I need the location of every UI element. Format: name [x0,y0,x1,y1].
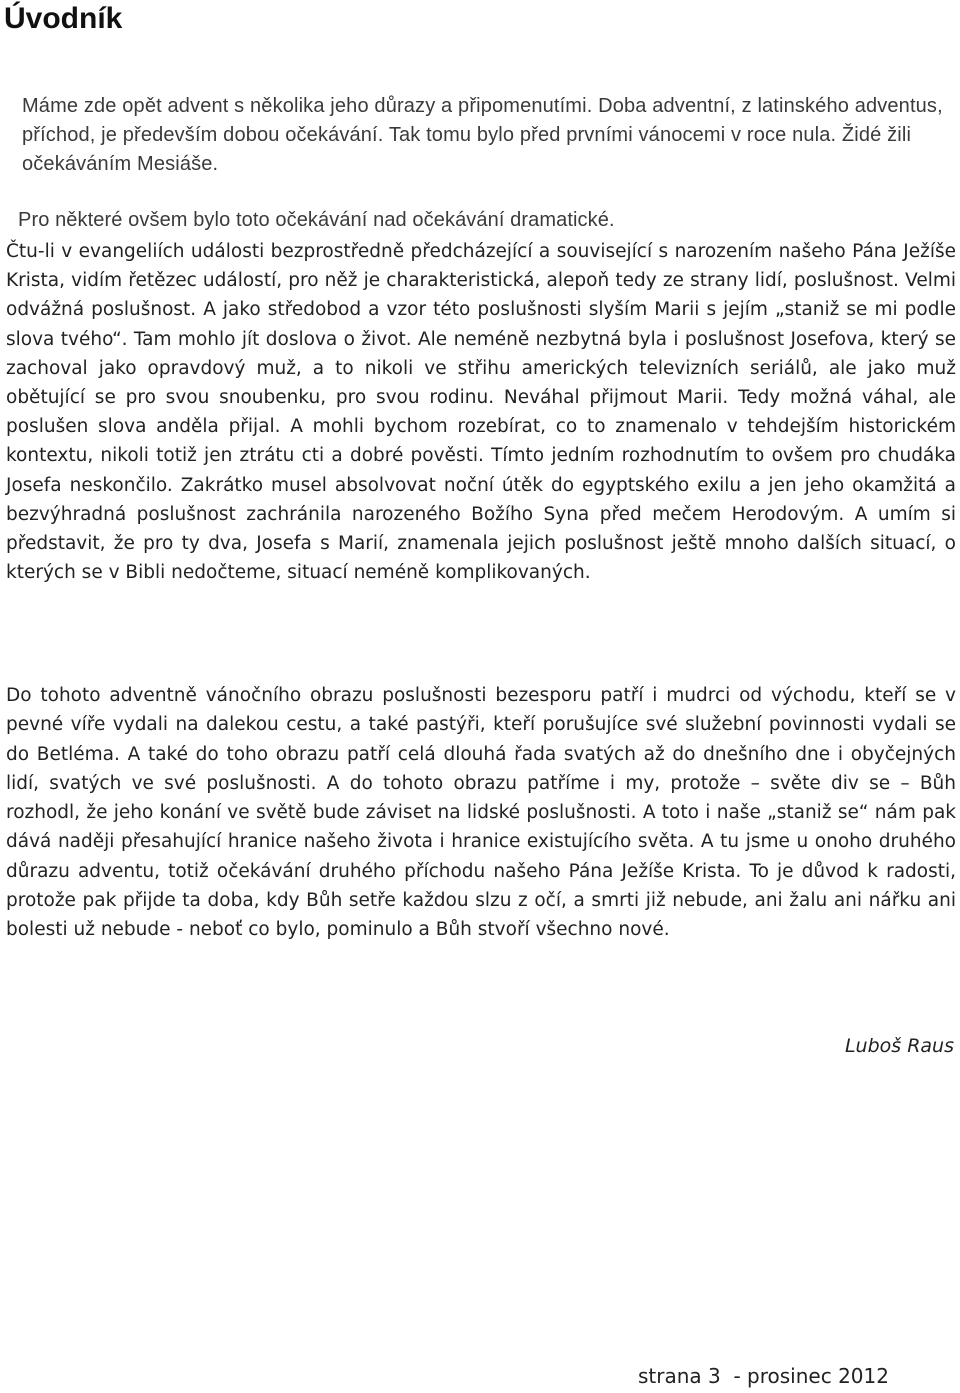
paragraph-3: Do tohoto adventně vánočního obrazu poslušnosti bezesporu patří i mudrci od východu, kteří se v pevné víře vydali na dalekou cestu, a také pastýři, kteří porušujíce své služební povinnosti vydali se do Betléma. A také do toho obrazu patří celá dlouhá řada svatých až do dnešního dne i obyčejných lidí, svatých ve své poslušnosti. A do tohoto obrazu patříme i my, protože – světe div se – Bůh rozhodl, že jeho konání ve světě bude záviset na lidské poslušnosti. A toto i naše „staniž se“ nám pak dává naději přesahující hranice našeho života i hranice existujícího světa. A tu jsme u onoho druhého důrazu adventu, totiž očekávání druhého příchodu našeho Pána Ježíše Krista. To je důvod k radosti, protože pak přijde ta doba, kdy Bůh setře každou slzu z očí, a smrti již nebude, ani žalu ani nářku ani bolesti už nebude - neboť co bylo, pominulo a Bůh stvoří všechno nové. [6,685,956,941]
page-footer: strana 3 - prosinec 2012 [638,1364,889,1388]
author-signature: Luboš Raus [844,1035,954,1057]
page-title: Úvodník [4,2,123,35]
intro-paragraph: Máme zde opět advent s několika jeho důrazy a připomenutími. Doba adventní, z latinského adventus, příchod, je především dobou očekávání. Tak tomu bylo před prvními vánocemi v roce nula. Židé žili očekáváním Mesiáše. [22,95,943,175]
paragraph-2-body: Čtu-li v evangeliích události bezprostředně předcházející a související s narozením našeho Pána Ježíše Krista, vidím řetězec událostí, pro něž je charakteristická, alepoň tedy ze strany lidí, poslušnost. Velmi odvážná poslušnost. A jako středobod a vzor této poslušnosti slyším Marii s jejím „staniž se mi podle slova tvého“. Tam mohlo jít doslova o život. Ale neméně nezbytná byla i poslušnost Josefova, který se zachoval jako opravdový muž, a to nikoli ve střihu amerických televizních seriálů, ale jako muž obětující se pro svou snoubenku, pro svou rodinu. Neváhal přijmout Marii. Tedy možná váhal, ale poslušen slova anděla přijal. A mohli bychom rozebírat, co to znamenalo v tehdejším historickém kontextu, nikoli totiž jen ztrátu cti a dobré pověsti. Tímto jedním rozhodnutím to ovšem pro chudáka Josefa neskončilo. Zakrátko musel absolvovat noční útěk do egyptského exilu a jen jeho okamžitá a bezvýhradná poslušnost zachránila narozeného Božího Syna před mečem Herodovým. A umím si představit, že pro ty dva, Josefa s Marií, znamenala jejich poslušnost ještě mnoho dalších situací, o kterých se v Bibli nedočteme, situací neméně komplikovaných. [6,241,956,584]
paragraph-2-lead: Pro některé ovšem bylo toto očekávání nad očekávání dramatické. [18,209,615,231]
